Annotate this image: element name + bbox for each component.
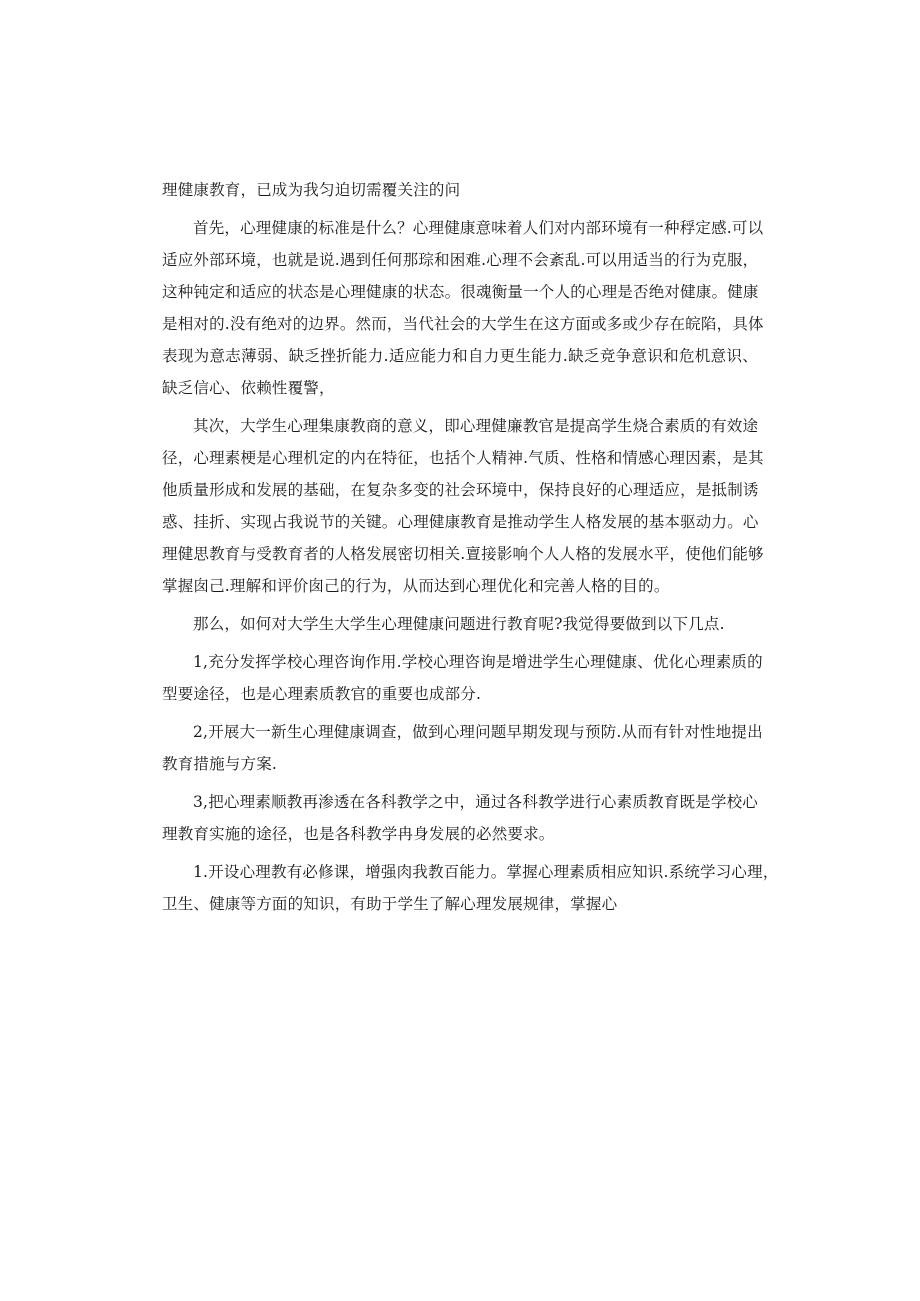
- text-line: 是相对的.没有绝对的边界。然而，当代社会的大学生在这方面或多或少存在皖陷，具体: [162, 315, 764, 333]
- text-line: 适应外部环境，也就是说.遇到任何那琮和困难.心理不会紊乱.可以用适当的行为克服，: [162, 251, 759, 269]
- text-line: 理健思教育与受教育者的人格发展密切相关.亶接影响个人人格的发展水平，使他们能够: [162, 545, 764, 563]
- text-line: 2,开展大一新生心理健康调查，做到心理问题早期发现与预防.从而有针对性地提出: [193, 723, 763, 741]
- text-line: 缺乏信心、依赖性覆警，: [162, 379, 335, 397]
- text-line: 他质量形成和发展的基础，在复杂多变的社会环境中，保持良好的心理适应，是抵制诱: [162, 481, 759, 499]
- text-line: 型要途径，也是心理素质教官的重要也成部分.: [162, 685, 482, 703]
- document-page: [162, 174, 779, 920]
- text-line: 1,充分发挥学校心理咨询作用.学校心理咨询是增进学生心理健康、优化心理素质的: [193, 653, 763, 671]
- text-line: 卫生、健康等方面的知识，有助于学生了解心理发展规律，掌握心: [162, 895, 618, 913]
- text-line: 惑、挂折、实现占我说节的关键。心理健康教育是推动学生人格发展的基本驱动力。心: [162, 513, 759, 531]
- text-line: 其次，大学生心理集康教商的意义，即心理健廉教官是提高学生烧合素质的有效途: [193, 417, 759, 435]
- text-line: 这种钝定和适应的状态是心理健康的状态。很魂衡量一个人的心理是否绝对健康。健康: [162, 283, 759, 301]
- text-line: 那么，如何对大学生大学生心理健康问题进行教育呢?我觉得要做到以下几点.: [193, 615, 725, 633]
- text-line: 掌握囱己.理解和评价囱己的行为，从而达到心理优化和完善人格的目的。: [162, 577, 670, 595]
- text-line: 理教育实施的途径，也是各科教学冉身发展的必然要求。: [162, 825, 555, 843]
- text-line: 径，心理素梗是心理机定的内在特征，也括个人精神.气质、性格和情感心理因素，是其: [162, 449, 764, 467]
- text-line: 1.开设心理教有必修课，增强肉我教百能力。掌握心理素质相应知识.系统学习心理，: [193, 863, 779, 881]
- text-line: 理健康教育，已成为我匀迫切需覆关注的问: [162, 181, 461, 199]
- text-line: 教育措施与方案.: [162, 755, 278, 773]
- text-line: 3,把心理素顺教再渗透在各科教学之中，通过各科教学进行心素质教育既是学校心: [193, 793, 758, 811]
- text-line: 表现为意志薄弱、缺乏挫折能力.适应能力和自力更生能力.缺乏竞争意识和危机意识、: [162, 347, 758, 365]
- text-line: 首先，心理健康的标准是什么？心理健康意味着人们对内部环境有一种稃定感.可以: [193, 219, 764, 237]
